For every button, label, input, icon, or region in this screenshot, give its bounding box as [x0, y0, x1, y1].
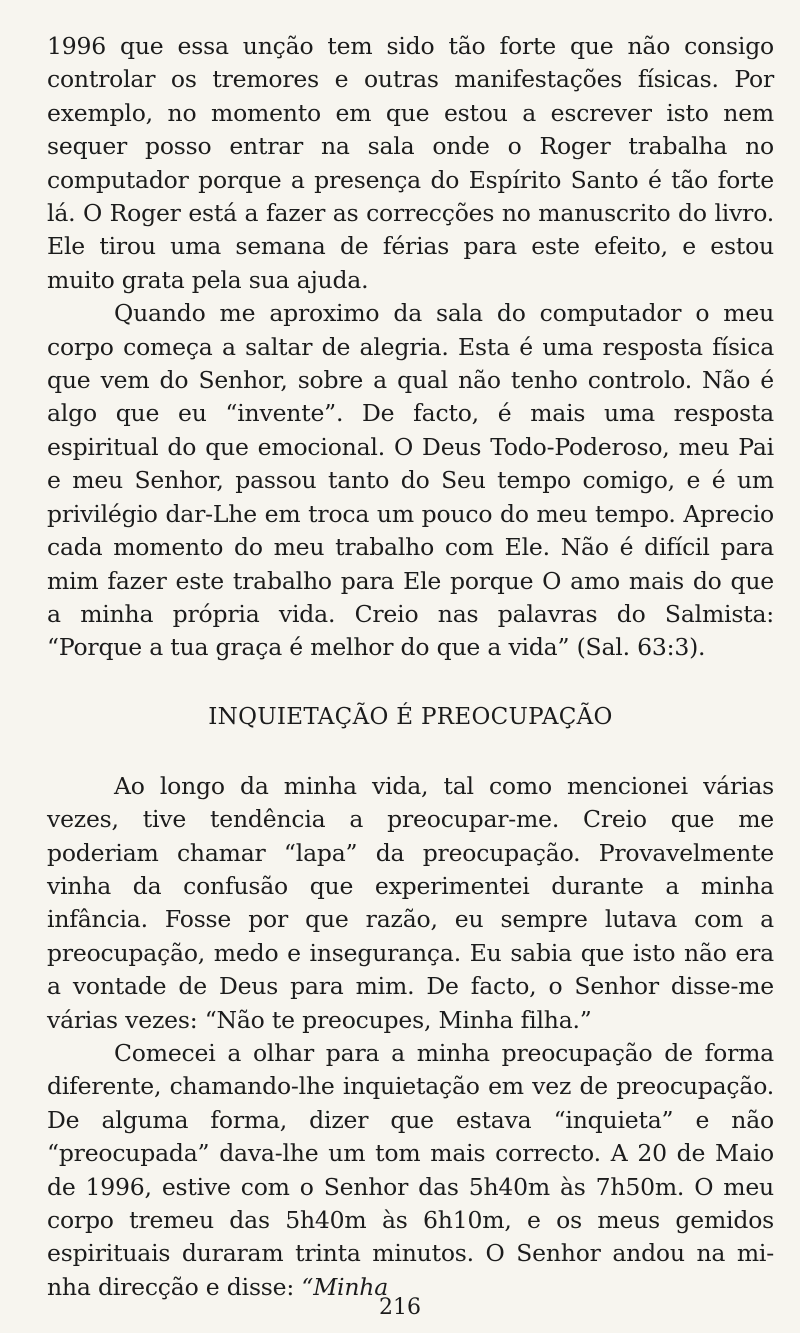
- paragraph-2: Quando me aproximo da sala do computador o meu corpo começa a saltar de alegria. Esta é uma resposta física que vem do Senhor, sobre a qual não tenho controlo. Não é algo que eu “invente”. De facto, é mais uma resposta espiritual do que emocional. O Deus Todo-Poderoso, meu Pai e meu Senhor, passou tanto do Seu tempo comigo, e é um privilégio dar-Lhe em troca um pouco do meu tempo. Aprecio cada momento do meu trabalho com Ele. Não é difícil para mim fazer este trabalho para Ele porque O amo mais do que a minha própria vida. Creio nas palavras do Salmista: “Porque a tua graça é melhor do que a vida” (Sal. 63:3).: [47, 299, 774, 662]
- page-number: 216: [379, 1295, 421, 1320]
- paragraph-1: 1996 que essa unção tem sido tão forte que não consigo controlar os tremores e outras manifestações físicas. Por exemplo, no momento em que estou a escrever isto nem sequer posso entrar na sala onde o Roger trabalha no computador porque a presença do Espírito Santo é tão forte lá. O Roger está a fazer as correcções no manuscrito do livro. Ele tirou uma semana de férias para este efeito, e estou muito grata pela sua ajuda.: [47, 32, 774, 294]
- paragraph-4-text: Comecei a olhar para a minha preocupação de forma diferente, chamando-lhe inquietação em vez de preocupação. De alguma forma, dizer que estava “inquieta” e não “preocupada” dava-lhe um tom mais correcto. A 20 de Maio de 1996, estive com o Senhor das 5h40m às 7h50m. O meu corpo tremeu das 5h40m às 6h10m, e os meus gemidos espirituais duraram trinta minutos. O Senhor andou na mi-nha direcção e disse:: [47, 1038, 774, 1301]
- section-heading: INQUIETAÇÃO É PREOCUPAÇÃO: [208, 703, 613, 730]
- paragraph-4: [47, 1037, 774, 1304]
- paragraph-3: Ao longo da minha vida, tal como mencionei várias vezes, tive tendência a preocupar-me. Creio que me poderiam chamar “lapa” da preocupação. Provavelmente vinha da confusão que experimentei durante a minha infância. Fosse por que razão, eu sempre lutava com a preocupação, medo e insegurança. Eu sabia que isto não era a vontade de Deus para mim. De facto, o Senhor disse-me várias vezes: “Não te preocupes, Minha filha.”: [47, 771, 774, 1034]
- paragraph-4-italic-tail: “Minha: [301, 1272, 389, 1301]
- book-page: [47, 30, 774, 1304]
